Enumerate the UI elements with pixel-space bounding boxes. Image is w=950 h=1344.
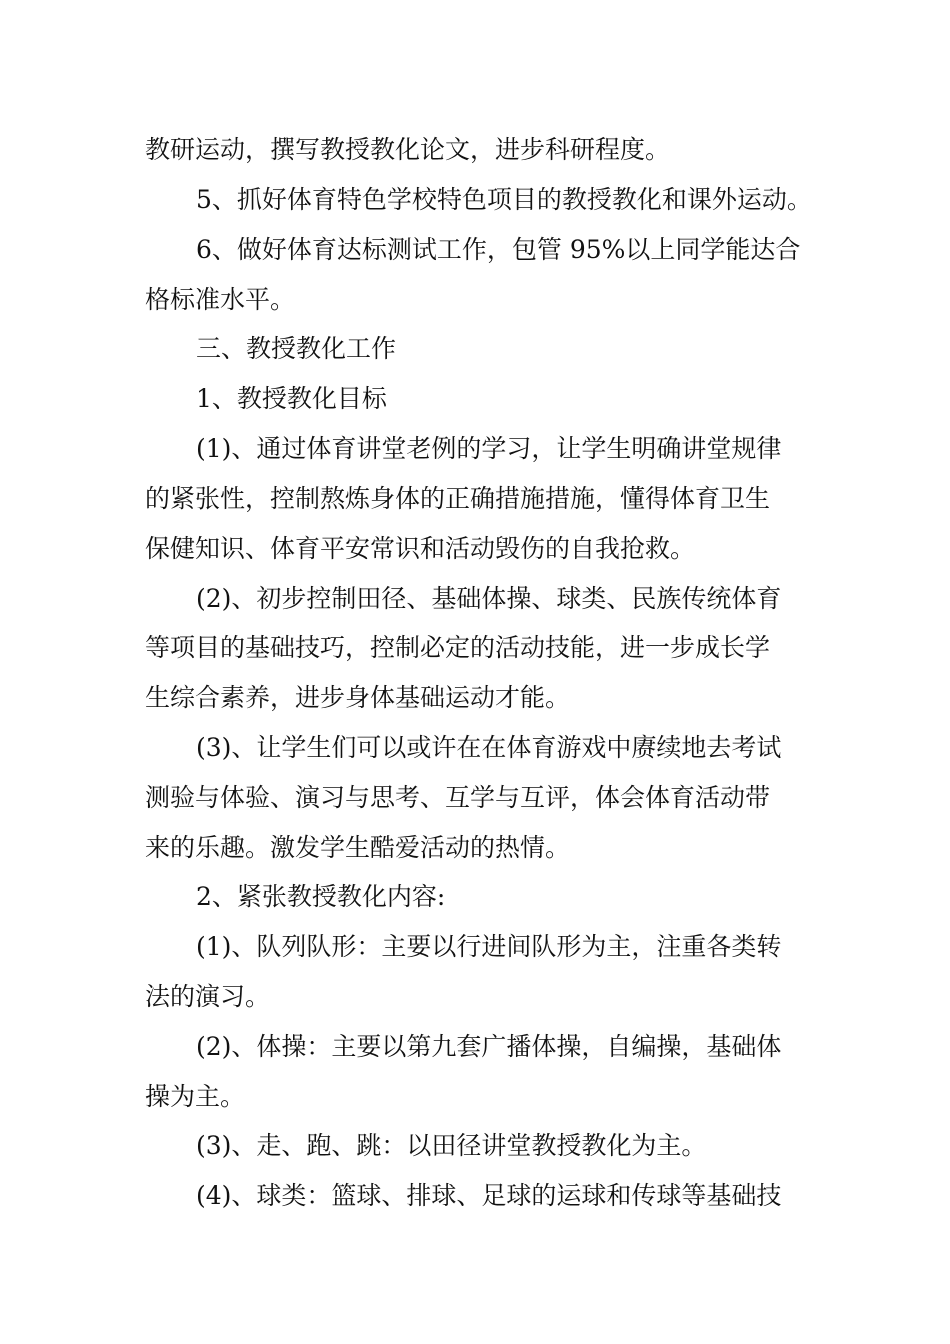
text-line-19: (2)、体操：主要以第九套广播体操，自编操，基础体 bbox=[196, 1032, 782, 1061]
subsection-heading-content: 2、紧张教授教化内容: bbox=[196, 882, 446, 911]
text-line-15: 来的乐趣。激发学生酷爱活动的热情。 bbox=[145, 833, 571, 862]
subsection-heading-goals: 1、教授教化目标 bbox=[196, 384, 387, 413]
text-line-20: 操为主。 bbox=[145, 1082, 246, 1111]
text-line-4: 格标准水平。 bbox=[145, 285, 296, 314]
text-line-17: (1)、队列队形：主要以行进间队形为主，注重各类转 bbox=[196, 932, 782, 961]
text-line-8: 的紧张性，控制熬炼身体的正确措施措施，懂得体育卫生 bbox=[145, 484, 771, 513]
text-line-11: 等项目的基础技巧，控制必定的活动技能，进一步成长学 bbox=[145, 633, 771, 662]
text-line-3: 6、做好体育达标测试工作，包管 95%以上同学能达合 bbox=[196, 235, 801, 264]
text-line-2: 5、抓好体育特色学校特色项目的教授教化和课外运动。 bbox=[196, 185, 812, 214]
text-line-14: 测验与体验、演习与思考、互学与互评，体会体育活动带 bbox=[145, 783, 771, 812]
text-line-1: 教研运动，撰写教授教化论文，进步科研程度。 bbox=[145, 135, 671, 164]
text-line-18: 法的演习。 bbox=[145, 982, 271, 1011]
text-line-21: (3)、走、跑、跳：以田径讲堂教授教化为主。 bbox=[196, 1131, 707, 1160]
text-line-12: 生综合素养，进步身体基础运动才能。 bbox=[145, 683, 571, 712]
text-line-10: (2)、初步控制田径、基础体操、球类、民族传统体育 bbox=[196, 584, 782, 613]
text-line-9: 保健知识、体育平安常识和活动毁伤的自我抢救。 bbox=[145, 534, 696, 563]
section-heading: 三、教授教化工作 bbox=[196, 334, 397, 363]
text-line-22: (4)、球类：篮球、排球、足球的运球和传球等基础技 bbox=[196, 1181, 782, 1210]
text-line-13: (3)、让学生们可以或许在在体育游戏中赓续地去考试 bbox=[196, 733, 782, 762]
text-line-7: (1)、通过体育讲堂老例的学习，让学生明确讲堂规律 bbox=[196, 434, 782, 463]
